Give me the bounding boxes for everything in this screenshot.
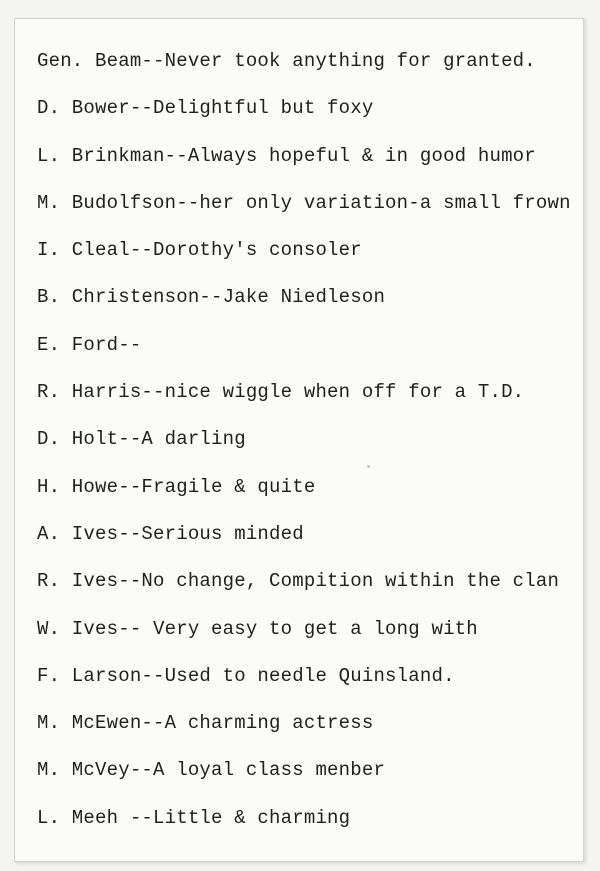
typed-line: L. Brinkman--Always hopeful & in good humor <box>37 144 536 167</box>
typed-line: E. Ford-- <box>37 333 142 356</box>
typed-line: M. Budolfson--her only variation-a small frown <box>37 191 571 214</box>
paper-speck <box>367 465 370 468</box>
typed-line: L. Meeh --Little & charming <box>37 806 351 829</box>
typed-line: B. Christenson--Jake Niedleson <box>37 286 386 309</box>
typed-line: F. Larson--Used to needle Quinsland. <box>37 664 455 687</box>
typed-line: M. McVey--A loyal class menber <box>37 759 386 782</box>
typed-line: D. Bower--Delightful but foxy <box>37 97 374 120</box>
typed-line: R. Harris--nice wiggle when off for a T.D. <box>37 381 525 404</box>
typed-line: A. Ives--Serious minded <box>37 522 304 545</box>
typed-line: Gen. Beam--Never took anything for granted. <box>37 50 536 72</box>
typed-line: W. Ives-- Very easy to get a long with <box>37 617 478 640</box>
typed-line: H. Howe--Fragile & quite <box>37 475 316 498</box>
typed-card <box>14 18 584 862</box>
typed-list <box>37 50 571 854</box>
typed-line: M. McEwen--A charming actress <box>37 712 374 735</box>
typed-line: D. Holt--A darling <box>37 428 246 451</box>
typed-line: I. Cleal--Dorothy's consoler <box>37 239 362 262</box>
typed-line: R. Ives--No change, Compition within the clan <box>37 570 560 593</box>
